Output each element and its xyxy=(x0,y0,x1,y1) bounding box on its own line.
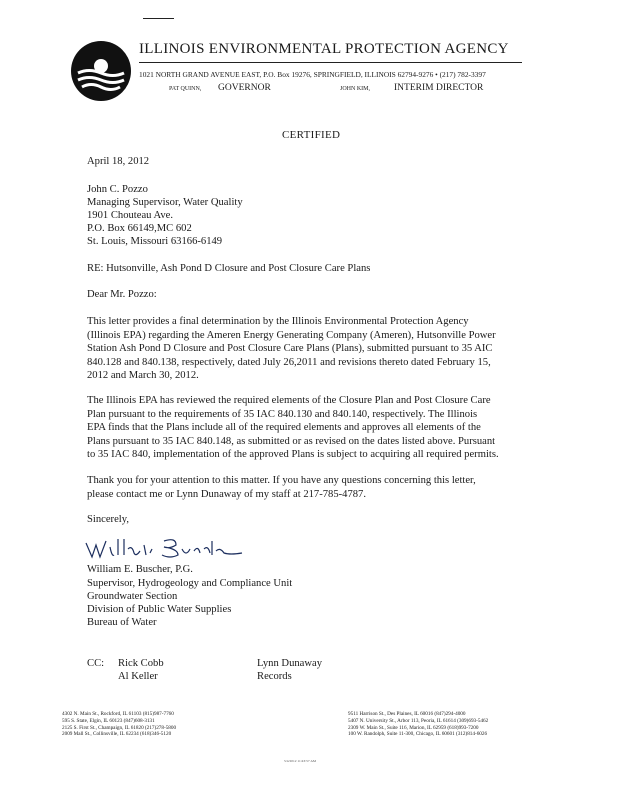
footer-office: 2009 Mall St., Collinsville, IL 62234 (618)346-5120 xyxy=(62,731,172,738)
footer-office: 4302 N. Main St., Rockford, IL 61103 (815)987-7760 xyxy=(62,711,174,717)
header-rule xyxy=(139,62,522,63)
salutation: Dear Mr. Pozzo: xyxy=(87,289,157,300)
recipient-line: St. Louis, Missouri 63166-6149 xyxy=(87,236,223,247)
paragraph-line: Plan pursuant to the requirements of 35 IAC 840.130 and 840.140, respectively. The Illinois xyxy=(87,408,478,420)
paragraph-line: The Illinois EPA has reviewed the required elements of the Closure Plan and Post Closure Care xyxy=(87,395,491,406)
agency-seal-icon xyxy=(70,40,132,102)
footer-offices-right xyxy=(348,711,488,738)
governor-name: PAT QUINN, xyxy=(169,86,202,92)
cc-recipient: Lynn Dunaway xyxy=(257,658,323,669)
paragraph-line: EPA finds that the Plans include all of the required elements and approves all elements of the xyxy=(87,422,481,433)
governor-title: GOVERNOR xyxy=(218,83,271,93)
handwritten-signature-icon xyxy=(84,533,244,565)
paragraph-line: 2012 and March 30, 2012. xyxy=(87,370,199,381)
paragraph-line: to 35 IAC 840, implementation of the approved Plans is subject to acquiring all required permits. xyxy=(87,449,499,460)
paragraph-line: 840.128 and 840.138, respectively, dated July 26,2011 and revisions thereto dated February 15, xyxy=(87,356,491,368)
signer-line: Groundwater Section xyxy=(87,591,178,602)
director-title: INTERIM DIRECTOR xyxy=(394,83,484,93)
body-paragraph-3 xyxy=(87,474,547,501)
recipient-line: P.O. Box 66149,MC 602 xyxy=(87,223,192,234)
cc-recipient: Rick Cobb xyxy=(118,658,164,669)
top-rule xyxy=(143,18,174,19)
paragraph-line: Thank you for your attention to this matter. If you have any questions concerning this letter, xyxy=(87,475,476,486)
certified-label: CERTIFIED xyxy=(282,129,341,141)
agency-address: 1021 NORTH GRAND AVENUE EAST, P.O. Box 19276, SPRINGFIELD, ILLINOIS 62794-9276 • (217) 782-3397 xyxy=(139,70,486,79)
cc-recipient: Al Keller xyxy=(118,671,158,682)
paragraph-line: This letter provides a final determination by the Illinois Environmental Protection Agency xyxy=(87,316,469,327)
footer-office: 9511 Harrison St., Des Plaines, IL 60016 (847)294-4000 xyxy=(348,711,466,717)
paragraph-line: Plans pursuant to 35 IAC 840.148, as submitted or as revised on the dates listed above. Pursuant xyxy=(87,435,496,447)
paragraph-line: (Illinois EPA) regarding the Ameren Energy Generating Company (Ameren), Hutsonville Power xyxy=(87,329,496,341)
body-paragraph-1 xyxy=(87,315,547,383)
paragraph-line: please contact me or Lynn Dunaway of my staff at 217-785-4787. xyxy=(87,488,366,500)
footer-office: 2125 S. First St., Champaign, IL 61820 (217)278-5800 xyxy=(62,724,177,731)
signer-line: Supervisor, Hydrogeology and Compliance Unit xyxy=(87,578,293,589)
recipient-line: Managing Supervisor, Water Quality xyxy=(87,197,243,208)
signer-line: Division of Public Water Supplies xyxy=(87,604,232,615)
cc-recipient: Records xyxy=(257,671,292,682)
footer-offices-left xyxy=(62,711,176,738)
footer-office: 5407 N. University St., Arbor 113, Peoria, IL 61614 (309)693-5462 xyxy=(348,717,489,724)
page-identifier: 5/4/2012 11:43:57 AM xyxy=(284,759,316,763)
agency-name: ILLINOIS ENVIRONMENTAL PROTECTION AGENCY xyxy=(139,41,509,57)
subject-line: RE: Hutsonville, Ash Pond D Closure and Post Closure Care Plans xyxy=(87,263,371,274)
body-paragraph-2 xyxy=(87,394,547,462)
recipient-line: John C. Pozzo xyxy=(87,184,148,195)
letter-date: April 18, 2012 xyxy=(87,156,150,167)
cc-label: CC: xyxy=(87,658,105,669)
footer-office: 595 S. State, Elgin, IL 60123 (847)608-3131 xyxy=(62,717,155,724)
signer-line: Bureau of Water xyxy=(87,617,157,628)
closing: Sincerely, xyxy=(87,514,129,525)
footer-office: 100 W. Randolph, Suite 11-300, Chicago, IL 60601 (312)814-6026 xyxy=(348,731,488,738)
footer-office: 2309 W. Main St., Suite 116, Marion, IL 62959 (618)993-7200 xyxy=(348,724,479,731)
recipient-line: 1901 Chouteau Ave. xyxy=(87,210,174,221)
signer-line: William E. Buscher, P.G. xyxy=(87,564,193,575)
director-name: JOHN KIM, xyxy=(340,86,370,92)
paragraph-line: Station Ash Pond D Closure and Post Closure Care Plans (Plans), submitted pursuant to 35 AIC xyxy=(87,343,493,354)
